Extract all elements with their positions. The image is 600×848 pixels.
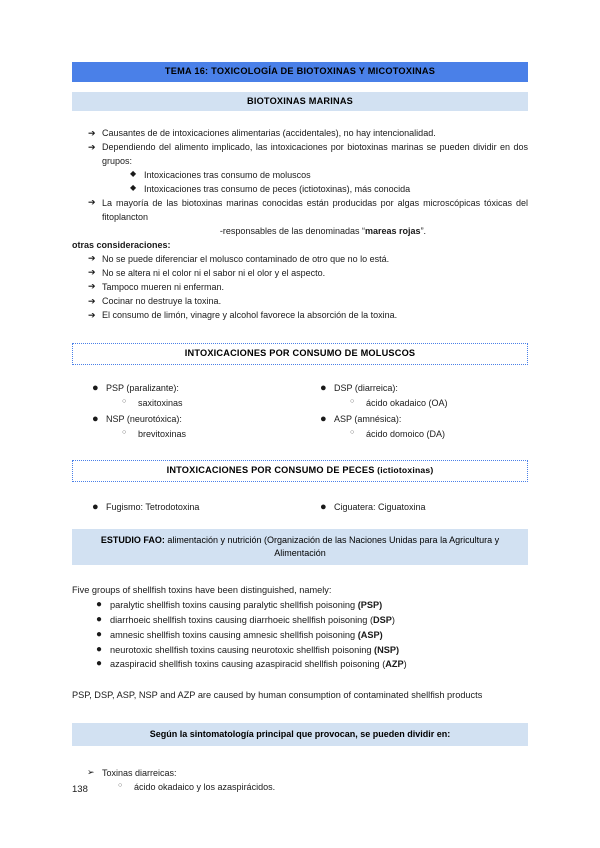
english-intro-paragraph: Five groups of shellfish toxins have been distinguished, namely: — [72, 585, 332, 596]
bullet-icon: ● — [96, 628, 103, 640]
list-item — [72, 127, 528, 141]
list-item-acronym: DSP — [373, 614, 392, 625]
moluscos-section-heading: INTOXICACIONES POR CONSUMO DE MOLUSCOS — [72, 343, 528, 365]
arrow-icon: ➔ — [88, 309, 96, 320]
list-item — [72, 427, 300, 442]
arrow-icon: ➔ — [88, 295, 96, 306]
list-item — [72, 657, 528, 672]
list-item-tail: ) — [391, 614, 395, 625]
bullet-icon: ● — [96, 598, 103, 610]
list-item-acronym: AZP — [385, 659, 404, 670]
page-number: 138 — [72, 784, 88, 795]
list-item-text: La mayoría de las biotoxinas marinas conocidas están producidas por algas microscópicas tóxicas del fitoplancton — [102, 197, 528, 222]
peces-left-list — [72, 500, 300, 515]
list-item — [72, 628, 528, 643]
arrow-icon: ➔ — [88, 127, 96, 138]
english-closing-paragraph: PSP, DSP, ASP, NSP and AZP are caused by human consumption of contaminated shellfish products — [72, 690, 483, 701]
chapter-title-banner: TEMA 16: TOXICOLOGÍA DE BIOTOXINAS Y MICOTOXINAS — [72, 62, 528, 82]
list-item — [300, 427, 528, 442]
list-item — [72, 267, 528, 281]
diamond-icon: ◆ — [130, 169, 137, 179]
arrow-icon: ➔ — [88, 281, 96, 292]
english-toxin-list — [72, 598, 528, 673]
list-item-acronym: (NSP) — [374, 644, 400, 655]
peces-section-heading — [72, 460, 528, 482]
list-item-text: ácido okadaico (OA) — [366, 398, 448, 409]
list-item — [72, 766, 528, 780]
list-item — [72, 412, 300, 427]
arrow-icon: ➔ — [88, 141, 96, 152]
peces-heading-paren: (ictiotoxinas) — [374, 465, 434, 476]
list-item — [72, 613, 528, 628]
page-content — [72, 62, 528, 796]
bullet-icon: ● — [320, 381, 327, 394]
hollow-bullet-icon: ○ — [350, 428, 355, 436]
list-item-text: No se puede diferenciar el molusco contaminado de otro que no lo está. — [102, 253, 390, 264]
list-item-text: Cocinar no destruye la toxina. — [102, 296, 222, 307]
fao-study-band — [72, 529, 528, 565]
peces-two-column-list — [72, 500, 528, 515]
moluscos-left-column — [72, 381, 300, 442]
list-item-text: Toxinas diarreicas: — [102, 768, 177, 779]
list-item — [72, 381, 300, 396]
list-item-text: brevitoxinas — [138, 428, 187, 439]
list-item — [72, 169, 528, 183]
list-item-text: Dependiendo del alimento implicado, las intoxicaciones por biotoxinas marinas se pueden dividir en dos grupos: — [102, 142, 528, 166]
list-item-text: azaspiracid shellfish toxins causing azaspiracid shellfish poisoning ( — [110, 659, 386, 670]
symptom-classification-band: Según la sintomatología principal que provocan, se pueden dividir en: — [72, 723, 528, 746]
list-item-text: Causantes de de intoxicaciones alimentarias (accidentales), no hay intencionalidad. — [102, 128, 436, 138]
fao-label: ESTUDIO FAO: — [100, 534, 165, 545]
mareas-rojas-note — [72, 225, 528, 239]
chevron-icon: ➢ — [87, 767, 95, 778]
list-item — [72, 295, 528, 309]
list-item — [72, 253, 528, 267]
arrow-icon: ➔ — [88, 197, 96, 208]
note-suffix: ”. — [420, 225, 427, 236]
list-item-text: Fugismo: Tetrodotoxina — [106, 501, 200, 512]
intro-list — [72, 127, 528, 224]
note-prefix: -responsables de las denominadas “ — [219, 225, 366, 236]
list-item — [72, 598, 528, 613]
bullet-icon: ● — [320, 412, 327, 425]
list-item — [72, 500, 300, 515]
arrow-icon: ➔ — [88, 253, 96, 264]
list-item — [72, 396, 300, 411]
list-item — [72, 643, 528, 658]
list-item — [300, 412, 528, 427]
list-item-text: diarrhoeic shellfish toxins causing diarrhoeic shellfish poisoning ( — [110, 614, 374, 625]
bullet-icon: ● — [92, 381, 99, 394]
list-item-text: Tampoco mueren ni enferman. — [102, 281, 225, 292]
bullet-icon: ● — [96, 658, 103, 670]
other-considerations-heading: otras consideraciones: — [72, 240, 171, 251]
list-item — [72, 309, 528, 323]
note-bold-term: mareas rojas — [365, 225, 421, 236]
list-item-text: neurotoxic shellfish toxins causing neurotoxic shellfish poisoning — [110, 644, 375, 655]
other-considerations-list — [72, 253, 528, 323]
list-item-text: Intoxicaciones tras consumo de moluscos — [144, 170, 311, 181]
moluscos-right-list — [300, 381, 528, 442]
list-item-text: Intoxicaciones tras consumo de peces (ictiotoxinas), más conocida — [144, 183, 411, 194]
hollow-bullet-icon: ○ — [350, 398, 355, 406]
list-item — [72, 197, 528, 224]
list-item — [300, 500, 528, 515]
list-item-text: DSP (diarreica): — [334, 382, 398, 393]
list-item — [72, 281, 528, 295]
hollow-bullet-icon: ○ — [118, 782, 123, 790]
list-item — [72, 780, 528, 795]
list-item-text: paralytic shellfish toxins causing paralytic shellfish poisoning — [110, 599, 358, 610]
bullet-icon: ● — [320, 500, 327, 513]
hollow-bullet-icon: ○ — [122, 428, 127, 436]
list-item-text: ácido okadaico y los azaspirácidos. — [134, 782, 276, 793]
list-item — [72, 141, 528, 168]
list-item-text: saxitoxinas — [138, 398, 183, 409]
diamond-icon: ◆ — [130, 182, 137, 192]
fao-text: alimentación y nutrición (Organización de las Naciones Unidas para la Agricultura y Alimentación — [164, 534, 500, 559]
list-item-acronym: (ASP) — [357, 629, 383, 640]
bullet-icon: ● — [96, 613, 103, 625]
bullet-icon: ● — [92, 412, 99, 425]
list-item — [72, 183, 528, 197]
peces-heading-main: INTOXICACIONES POR CONSUMO DE PECES — [166, 465, 375, 476]
list-item-text: No se altera ni el color ni el sabor ni el olor y el aspecto. — [102, 267, 326, 278]
section-subtitle-banner: BIOTOXINAS MARINAS — [72, 92, 528, 112]
list-item-text: Ciguatera: Ciguatoxina — [334, 501, 426, 512]
symptom-toxin-list — [72, 766, 528, 796]
list-item-acronym: (PSP) — [357, 599, 383, 610]
moluscos-left-list — [72, 381, 300, 442]
list-item-text: amnesic shellfish toxins causing amnesic shellfish poisoning — [110, 629, 358, 640]
moluscos-right-column — [300, 381, 528, 442]
list-item — [300, 381, 528, 396]
list-item-text: ASP (amnésica): — [334, 413, 402, 424]
moluscos-two-column-list — [72, 381, 528, 442]
list-item-tail: ) — [403, 659, 407, 670]
arrow-icon: ➔ — [88, 267, 96, 278]
list-item-text: PSP (paralizante): — [106, 382, 179, 393]
peces-left-column — [72, 500, 300, 515]
hollow-bullet-icon: ○ — [122, 398, 127, 406]
bullet-icon: ● — [92, 500, 99, 513]
bullet-icon: ● — [96, 643, 103, 655]
list-item-text: El consumo de limón, vinagre y alcohol favorece la absorción de la toxina. — [102, 310, 398, 321]
list-item — [300, 396, 528, 411]
list-item-text: ácido domoico (DA) — [366, 428, 446, 439]
peces-right-column — [300, 500, 528, 515]
peces-right-list — [300, 500, 528, 515]
list-item-text: NSP (neurotóxica): — [106, 413, 182, 424]
